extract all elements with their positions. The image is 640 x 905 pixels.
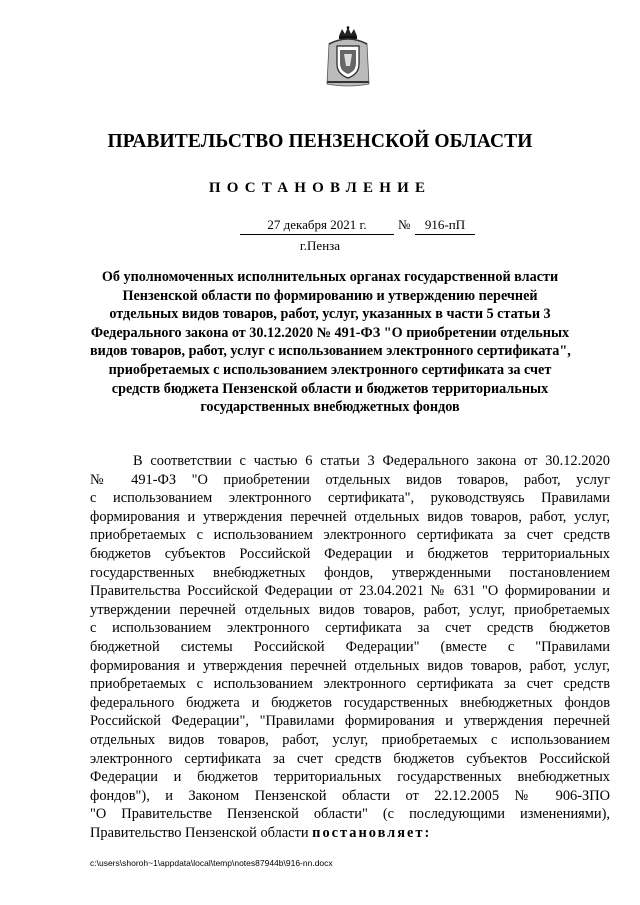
number-sign: №	[398, 217, 411, 232]
body-line: формирования и утверждения перечней отдельных видов товаров, работ, услуг,	[90, 657, 610, 674]
body-line: № 491-ФЗ "О приобретении отдельных видов товаров, работ, услуг	[90, 471, 610, 488]
subject-line: государственных внебюджетных фондов	[200, 399, 460, 416]
body-line: государственных внебюджетных фондов, утвержденными постановлением	[90, 564, 610, 581]
body-line: бюджетной системы Российской Федерации" (вместе с "Правилами	[90, 638, 610, 655]
resolution-verb: постановляет:	[312, 824, 432, 841]
subject-line: отдельных видов товаров, работ, услуг, указанных в части 5 статьи 3	[109, 306, 551, 323]
body-paragraph	[90, 452, 610, 842]
body-line: Федерации и бюджетов территориальных государственных внебюджетных	[90, 769, 610, 786]
body-line: отдельных видов товаров, работ, услуг, приобретаемых с использованием	[90, 731, 610, 748]
body-line: электронного сертификата за счет средств бюджетов субъектов Российской	[90, 750, 610, 767]
body-final-text: Правительство Пензенской области	[90, 824, 313, 841]
document-subject	[90, 268, 570, 417]
date-number-line	[0, 217, 640, 237]
subject-line: видов товаров, работ, услуг с использованием электронного сертификата",	[90, 343, 571, 360]
body-line: приобретаемых с использованием электронного сертификата за счет средств	[90, 676, 610, 693]
body-line: фондов"), и Законом Пензенской области от 22.12.2005 № 906-ЗПО	[90, 787, 610, 804]
subject-line: Федерального закона от 30.12.2020 № 491-ФЗ "О приобретении отдельных	[90, 324, 570, 341]
coat-of-arms-icon	[325, 26, 371, 88]
document-type: ПОСТАНОВЛЕНИЕ	[208, 180, 432, 196]
subject-line: Пензенской области по формированию и утверждению перечней	[122, 287, 538, 304]
body-line: федерального бюджета и бюджетов государственных внебюджетных фондов	[90, 694, 610, 711]
subject-line: Об уполномоченных исполнительных органах государственной власти	[101, 269, 559, 285]
body-line: формирования и утверждения перечней отдельных видов товаров, работ, услуг,	[90, 508, 610, 525]
body-line: Правительства Российской Федерации от 23.04.2021 № 631 "О формировании и	[90, 583, 610, 600]
city: г.Пенза	[299, 238, 341, 253]
body-line: с использованием электронного сертификата", руководствуясь Правилами	[90, 490, 610, 507]
body-line: с использованием электронного сертификата за счет средств бюджетов	[90, 620, 610, 637]
subject-line: средств бюджета Пензенской области и бюджетов территориальных	[111, 380, 549, 397]
body-final-line	[90, 824, 610, 843]
body-line: бюджетов субъектов Российской Федерации и бюджетов территориальных	[90, 545, 610, 562]
file-path-footer: c:\users\shoroh~1\appdata\local\temp\notes87944b\916-nn.docx	[90, 858, 333, 868]
body-line: приобретаемых с использованием электронного сертификата за счет средств	[90, 527, 610, 544]
subject-line: приобретаемых с использованием электронного сертификата за счет	[108, 361, 552, 378]
document-number: 916-пП	[415, 217, 475, 235]
body-line: Российской Федерации", "Правилами формирования и утверждения перечней	[90, 713, 610, 730]
document-date: 27 декабря 2021 г.	[240, 217, 394, 235]
body-line: "О Правительстве Пензенской области" (с последующими изменениями),	[90, 806, 610, 823]
organization-title: ПРАВИТЕЛЬСТВО ПЕНЗЕНСКОЙ ОБЛАСТИ	[107, 131, 533, 152]
body-line: В соответствии с частью 6 статьи 3 Федерального закона от 30.12.2020	[133, 453, 610, 469]
body-line: утверждении перечней отдельных видов товаров, работ, услуг, приобретаемых	[90, 601, 610, 618]
